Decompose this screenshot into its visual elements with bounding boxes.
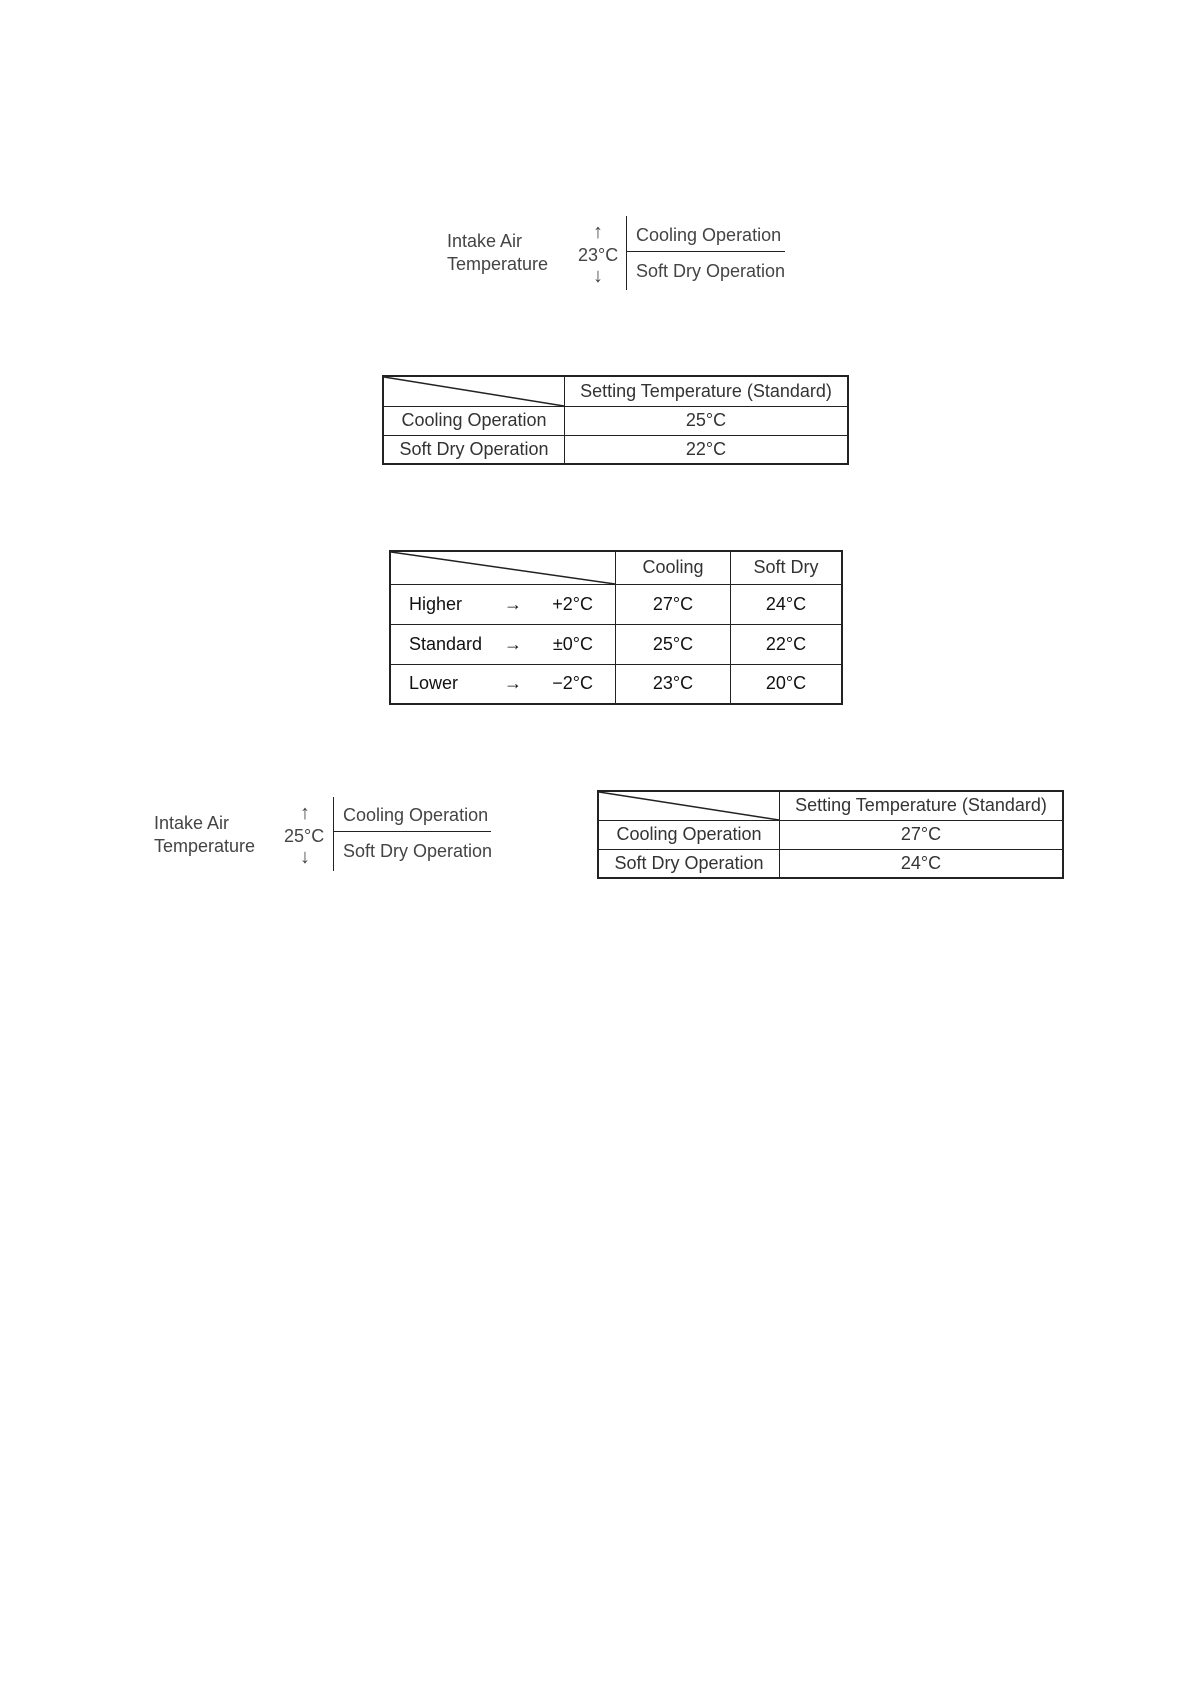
cooling-cell: 23°C (616, 664, 731, 704)
right-arrow-icon: → (504, 673, 522, 694)
header-cooling: Cooling (616, 551, 731, 584)
value-cell: 22°C (565, 435, 849, 464)
intake-threshold-temp: 23°C (578, 245, 619, 265)
adjustment-offset: ±0°C (552, 633, 593, 654)
cooling-cell: 25°C (616, 624, 731, 664)
setting-table-1 (382, 375, 849, 465)
value-cell: 25°C (565, 406, 849, 435)
intake-label-line2: Temperature (154, 836, 256, 856)
upper-operation: Cooling Operation (343, 805, 489, 825)
operation-cell: Soft Dry Operation (598, 849, 780, 878)
right-arrow-icon: → (504, 593, 522, 614)
table-corner-cell (383, 376, 565, 406)
soft-dry-cell: 20°C (731, 664, 843, 704)
intake-threshold-temp: 25°C (284, 826, 325, 846)
down-arrow-icon: ↓ (593, 265, 603, 287)
adjustment-label-cell (390, 664, 616, 704)
up-arrow-icon: ↑ (593, 221, 603, 243)
divider-vertical (333, 797, 334, 871)
soft-dry-cell: 24°C (731, 584, 843, 624)
intake-label-line2: Temperature (447, 254, 549, 274)
table-row (390, 584, 842, 624)
right-arrow-icon: → (504, 633, 522, 654)
table-row (598, 820, 1063, 849)
lower-operation: Soft Dry Operation (636, 261, 786, 281)
down-arrow-icon: ↓ (300, 846, 310, 868)
adjustment-label-cell (390, 584, 616, 624)
adjustment-label-cell (390, 624, 616, 664)
upper-operation: Cooling Operation (636, 225, 782, 245)
value-cell: 24°C (780, 849, 1064, 878)
table-row (390, 664, 842, 704)
table-header: Setting Temperature (Standard) (780, 791, 1064, 820)
adjustment-offset: +2°C (552, 593, 593, 614)
divider-horizontal (333, 831, 491, 832)
cooling-cell: 27°C (616, 584, 731, 624)
value-cell: 27°C (780, 820, 1064, 849)
operation-cell: Cooling Operation (383, 406, 565, 435)
table-row (390, 624, 842, 664)
lower-operation: Soft Dry Operation (343, 841, 493, 861)
intake-label-line1: Intake Air (447, 231, 523, 251)
divider-horizontal (626, 251, 785, 252)
table-header: Setting Temperature (Standard) (565, 376, 849, 406)
divider-vertical (626, 216, 627, 290)
setting-table-2 (597, 790, 1064, 879)
table-row (383, 435, 848, 464)
table-row (383, 406, 848, 435)
operation-cell: Soft Dry Operation (383, 435, 565, 464)
up-arrow-icon: ↑ (300, 802, 310, 824)
adjustment-name: Standard (409, 633, 483, 654)
header-soft-dry: Soft Dry (731, 551, 843, 584)
soft-dry-cell: 22°C (731, 624, 843, 664)
adjustment-offset: −2°C (552, 673, 593, 694)
adjustment-name: Higher (409, 593, 463, 614)
operation-cell: Cooling Operation (598, 820, 780, 849)
table-corner-cell (390, 551, 616, 584)
adjustment-table (389, 550, 843, 705)
table-corner-cell (598, 791, 780, 820)
intake-label-line1: Intake Air (154, 813, 230, 833)
adjustment-name: Lower (409, 673, 459, 694)
table-row (598, 849, 1063, 878)
